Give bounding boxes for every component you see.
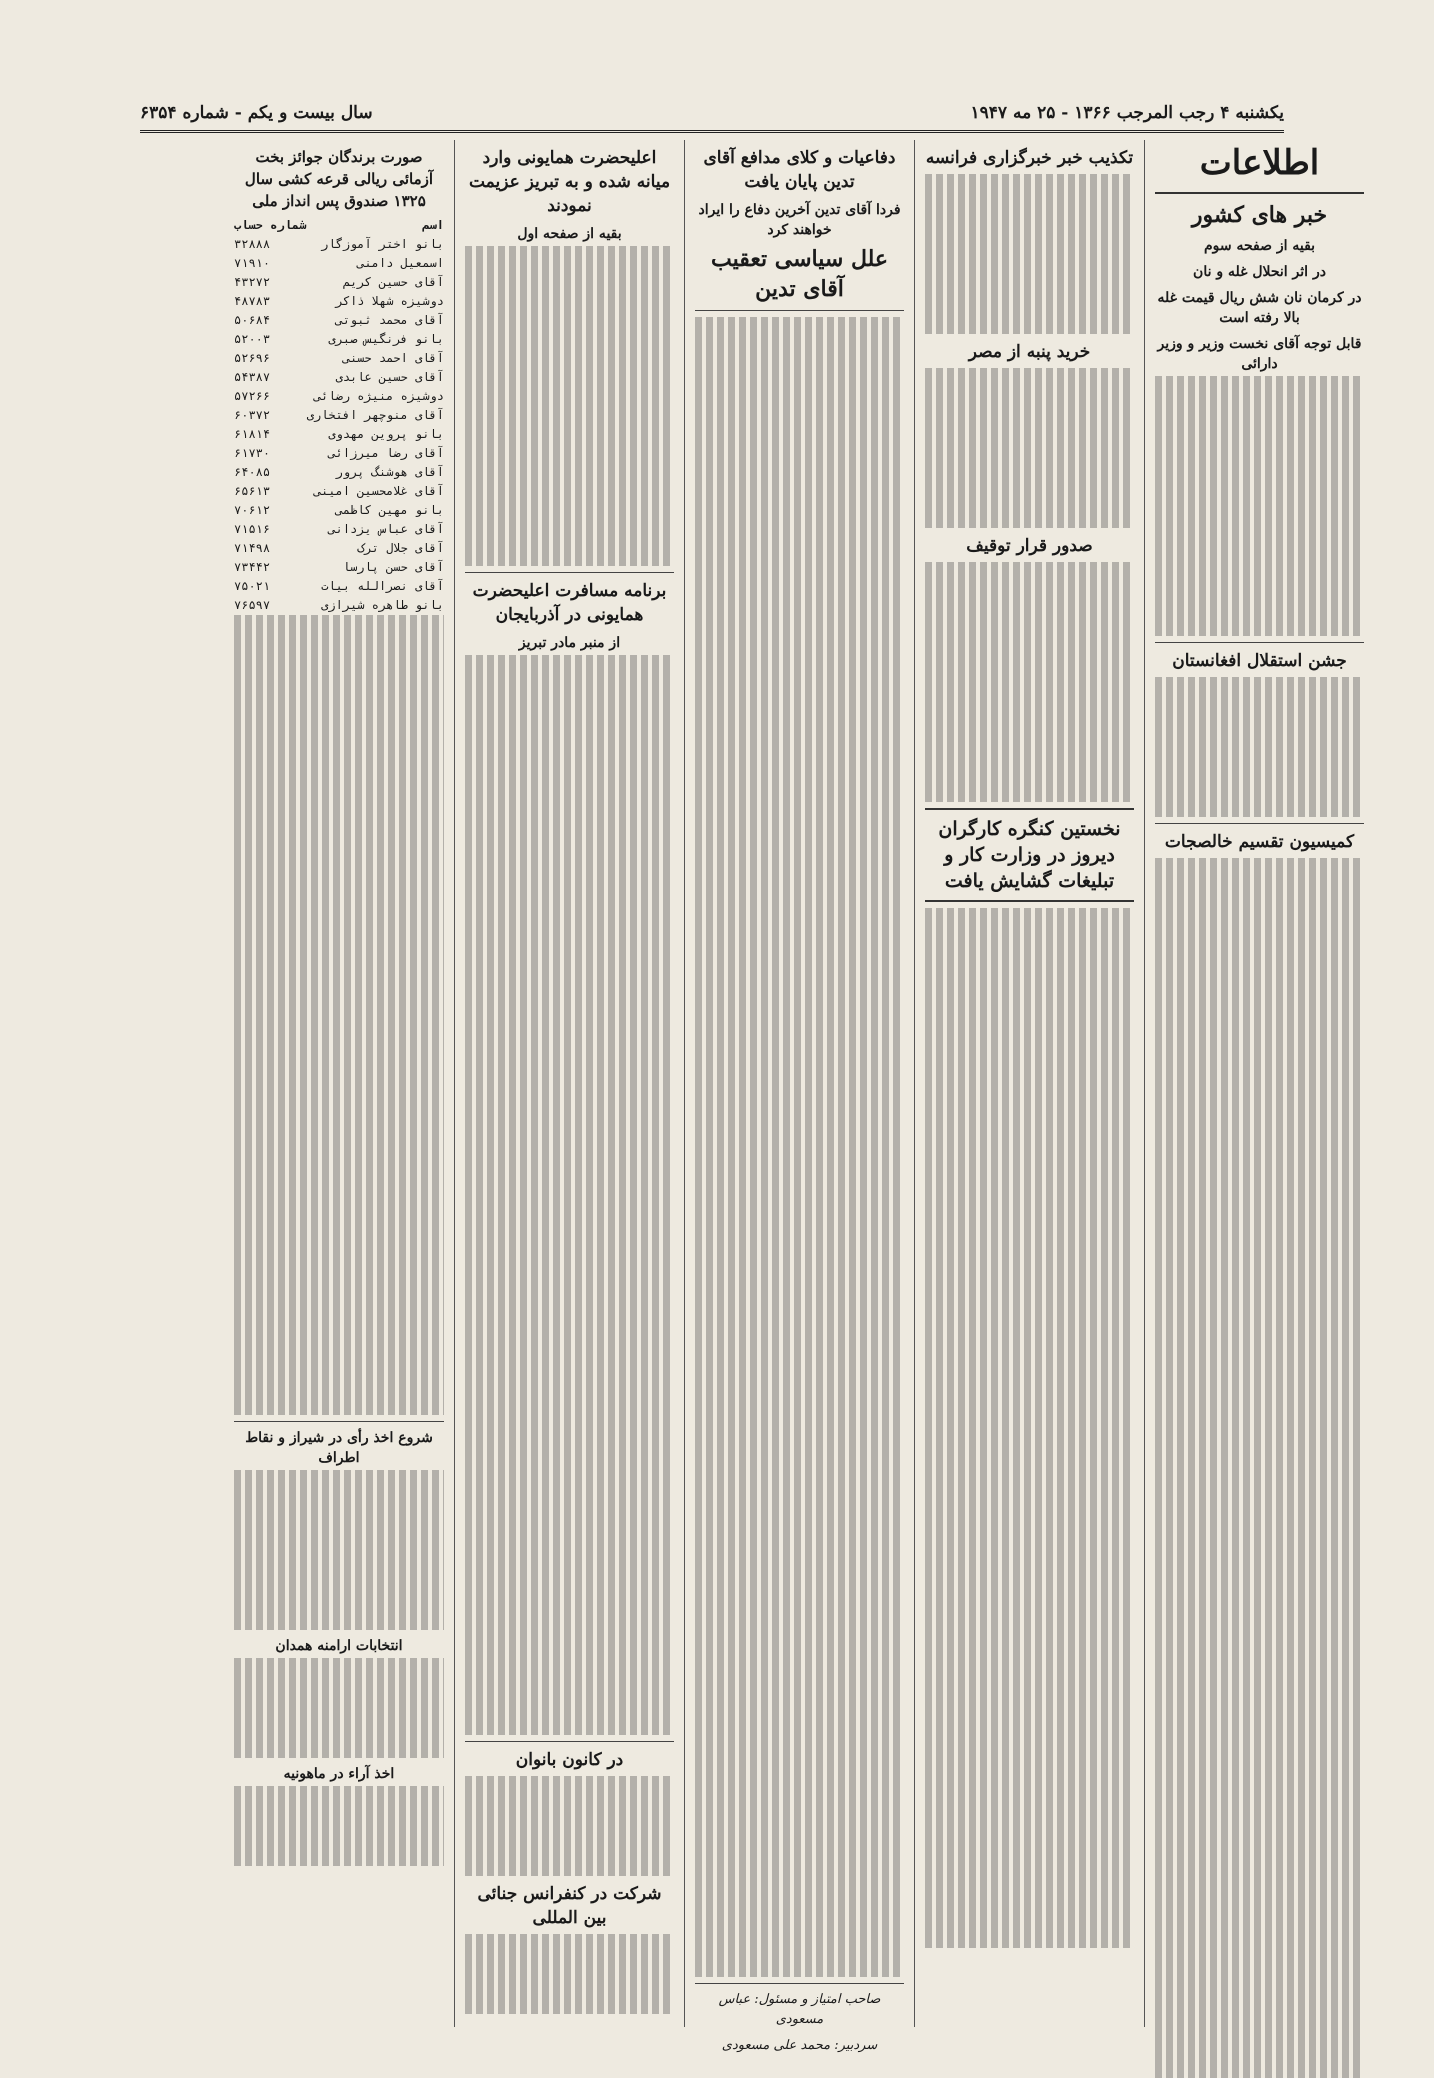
winner-row bbox=[234, 539, 444, 558]
divider bbox=[465, 572, 674, 573]
winner-account: ۶۴۰۸۵ bbox=[234, 465, 271, 479]
winner-name: آقای رضا میرزائی bbox=[328, 446, 444, 460]
winner-name: آقای حسین کریم bbox=[342, 275, 444, 289]
article-body bbox=[465, 1776, 674, 1876]
headline-mahunieh: اخذ آراء در ماهونیه bbox=[283, 1766, 395, 1782]
winner-row bbox=[234, 273, 444, 292]
winner-row bbox=[234, 520, 444, 539]
article-body bbox=[925, 368, 1134, 528]
deck-defense: فردا آقای تدین آخرین دفاع را ایراد خواهند کرد bbox=[698, 202, 901, 238]
headline-cotton: خرید پنبه از مصر bbox=[968, 342, 1091, 362]
list-header bbox=[234, 216, 444, 235]
divider bbox=[695, 1983, 904, 1984]
article-body bbox=[234, 1658, 444, 1758]
winner-row bbox=[234, 444, 444, 463]
editor-line: سردبیر: محمد علی مسعودی bbox=[721, 2038, 878, 2053]
headline-denial: تکذیب خبر خبرگزاری فرانسه bbox=[925, 148, 1134, 168]
headline-1: در اثر انحلال غله و نان bbox=[1193, 264, 1326, 280]
publisher-line: صاحب امتیاز و مسئول: عباس مسعودی bbox=[718, 1992, 881, 2027]
headline-congress: نخستین کنگره کارگران دیروز در وزارت کار و تبلیغات گشایش یافت bbox=[938, 818, 1121, 892]
winners-list bbox=[234, 216, 444, 615]
winner-row bbox=[234, 425, 444, 444]
winner-account: ۳۲۸۸۸ bbox=[234, 237, 271, 251]
folio-issue: سال بیست و یکم - شماره ۶۳۵۴ bbox=[140, 103, 373, 123]
winner-name: آقای عباس یزدانی bbox=[328, 522, 444, 536]
article-body bbox=[1155, 858, 1364, 2078]
winner-account: ۷۵۰۲۱ bbox=[234, 579, 271, 593]
divider bbox=[1155, 642, 1364, 643]
winner-row bbox=[234, 558, 444, 577]
article-body bbox=[465, 246, 674, 566]
winner-name: آقای حسین عابدی bbox=[335, 370, 444, 384]
winner-name: آقای حسن پارسا bbox=[342, 560, 444, 574]
winner-row bbox=[234, 349, 444, 368]
headline-lottery: صورت برندگان جوائز بخت آزمائی ریالی قرعه کشی سال ۱۳۲۵ صندوق پس انداز ملی bbox=[244, 148, 434, 210]
divider bbox=[925, 900, 1134, 902]
column-4 bbox=[454, 140, 684, 2027]
winner-row bbox=[234, 330, 444, 349]
article-body bbox=[234, 1786, 444, 1866]
section-sub: بقیه از صفحه اول bbox=[517, 226, 622, 242]
winner-row bbox=[234, 368, 444, 387]
columns bbox=[130, 140, 1374, 2053]
winner-account: ۵۰۶۸۴ bbox=[234, 313, 271, 327]
winner-account: ۷۰۶۱۲ bbox=[234, 503, 271, 517]
headline-conference: شرکت در کنفرانس جنائی بین المللی bbox=[477, 1884, 662, 1928]
column-1 bbox=[1144, 140, 1374, 2027]
winner-name: بانو فرنگیس صبری bbox=[328, 332, 444, 346]
article-body bbox=[925, 174, 1134, 334]
winner-name: آقای غلامحسین امینی bbox=[313, 484, 444, 498]
headline-afghan: جشن استقلال افغانستان bbox=[1172, 651, 1347, 671]
winner-row bbox=[234, 292, 444, 311]
winner-row bbox=[234, 463, 444, 482]
winner-name: آقای جلال ترک bbox=[357, 541, 444, 555]
winner-row bbox=[234, 235, 444, 254]
headline-shiraz: شروع اخذ رأی در شیراز و نقاط اطراف bbox=[245, 1430, 433, 1466]
headline-hamadan: انتخابات ارامنه همدان bbox=[275, 1638, 403, 1654]
article-body bbox=[1155, 376, 1364, 636]
article-body bbox=[695, 317, 904, 1977]
col-number-header: شماره حساب bbox=[234, 218, 307, 232]
winner-account: ۶۰۳۷۲ bbox=[234, 408, 271, 422]
divider bbox=[1155, 823, 1364, 824]
winner-account: ۷۶۵۹۷ bbox=[234, 598, 271, 612]
divider bbox=[1155, 192, 1364, 194]
article-body bbox=[1155, 677, 1364, 817]
winner-account: ۷۳۴۴۲ bbox=[234, 560, 271, 574]
winner-account: ۴۸۷۸۳ bbox=[234, 294, 271, 308]
winner-row bbox=[234, 406, 444, 425]
section-sub: بقیه از صفحه سوم bbox=[1203, 238, 1316, 254]
folio-bar bbox=[140, 96, 1284, 133]
winner-row bbox=[234, 577, 444, 596]
divider bbox=[234, 1421, 444, 1422]
winner-row bbox=[234, 254, 444, 273]
winner-name: بانو پروین مهدوی bbox=[328, 427, 444, 441]
col-name-header: اسم bbox=[422, 218, 444, 232]
winner-name: آقای هوشنگ پرور bbox=[335, 465, 444, 479]
column-3 bbox=[684, 140, 914, 2053]
headline-commission: کمیسیون تقسیم خالصجات bbox=[1164, 832, 1355, 852]
headline-women-club: در کانون بانوان bbox=[515, 1750, 624, 1770]
column-2 bbox=[914, 140, 1144, 2027]
list-continuation bbox=[234, 615, 444, 1415]
article-body bbox=[465, 1934, 674, 2014]
winner-name: بانو طاهره شیرازی bbox=[321, 598, 444, 612]
winner-row bbox=[234, 501, 444, 520]
article-body bbox=[465, 655, 674, 1735]
winner-name: بانو مهین کاظمی bbox=[335, 503, 444, 517]
divider bbox=[695, 310, 904, 311]
winner-account: ۵۴۳۸۷ bbox=[234, 370, 271, 384]
headline-tadayon: علل سیاسی تعقیب آقای تدین bbox=[710, 246, 889, 302]
winner-account: ۵۲۶۹۶ bbox=[234, 351, 271, 365]
article-body bbox=[925, 908, 1134, 1948]
headline-arrest: صدور قرار توقیف bbox=[966, 536, 1093, 556]
headline-defense: دفاعیات و کلای مدافع آقای تدین پایان یافت bbox=[703, 148, 896, 192]
winners-rows bbox=[234, 235, 444, 615]
divider bbox=[465, 1741, 674, 1742]
winner-row bbox=[234, 311, 444, 330]
section-head: خبر های کشور bbox=[1191, 202, 1328, 228]
winner-row bbox=[234, 482, 444, 501]
winner-name: آقای احمد حسنی bbox=[342, 351, 444, 365]
winner-name: دوشیزه منیژه رضائی bbox=[313, 389, 444, 403]
winner-account: ۶۵۶۱۳ bbox=[234, 484, 271, 498]
winner-name: آقای نصرالله بیات bbox=[321, 579, 444, 593]
masthead: اطلاعات bbox=[1199, 143, 1320, 183]
winner-name: دوشیزه شهلا ذاکر bbox=[335, 294, 444, 308]
winner-account: ۶۱۷۳۰ bbox=[234, 446, 271, 460]
winner-name: آقای محمد ثبوتی bbox=[335, 313, 444, 327]
winner-account: ۵۷۲۶۶ bbox=[234, 389, 271, 403]
winner-name: بانو اختر آموزگار bbox=[321, 237, 444, 251]
winner-account: ۷۱۹۱۰ bbox=[234, 256, 271, 270]
folio-date: یکشنبه ۴ رجب المرجب ۱۳۶۶ - ۲۵ مه ۱۹۴۷ bbox=[970, 103, 1284, 123]
sub-program: از منبر مادر تبریز bbox=[518, 635, 621, 651]
article-body bbox=[925, 562, 1134, 802]
winner-account: ۷۱۴۹۸ bbox=[234, 541, 271, 555]
headline-shah-trip: اعلیحضرت همایونی وارد میانه شده و به تبریز عزیمت نمودند bbox=[468, 148, 671, 216]
divider bbox=[925, 808, 1134, 810]
winner-row bbox=[234, 596, 444, 615]
winner-row bbox=[234, 387, 444, 406]
winner-account: ۵۲۰۰۳ bbox=[234, 332, 271, 346]
winner-account: ۴۳۲۷۲ bbox=[234, 275, 271, 289]
winner-account: ۶۱۸۱۴ bbox=[234, 427, 271, 441]
headline-2: در کرمان نان شش ریال قیمت غله بالا رفته است bbox=[1157, 290, 1362, 326]
headline-program: برنامه مسافرت اعلیحضرت همایونی در آذربایجان bbox=[472, 581, 667, 625]
winner-account: ۷۱۵۱۶ bbox=[234, 522, 271, 536]
column-5 bbox=[224, 140, 454, 2027]
headline-3: قابل توجه آقای نخست وزیر و وزیر دارائی bbox=[1157, 336, 1362, 372]
winner-name: آقای منوچهر افتخاری bbox=[306, 408, 444, 422]
article-body bbox=[234, 1470, 444, 1630]
winner-name: اسمعیل دامنی bbox=[357, 256, 444, 270]
